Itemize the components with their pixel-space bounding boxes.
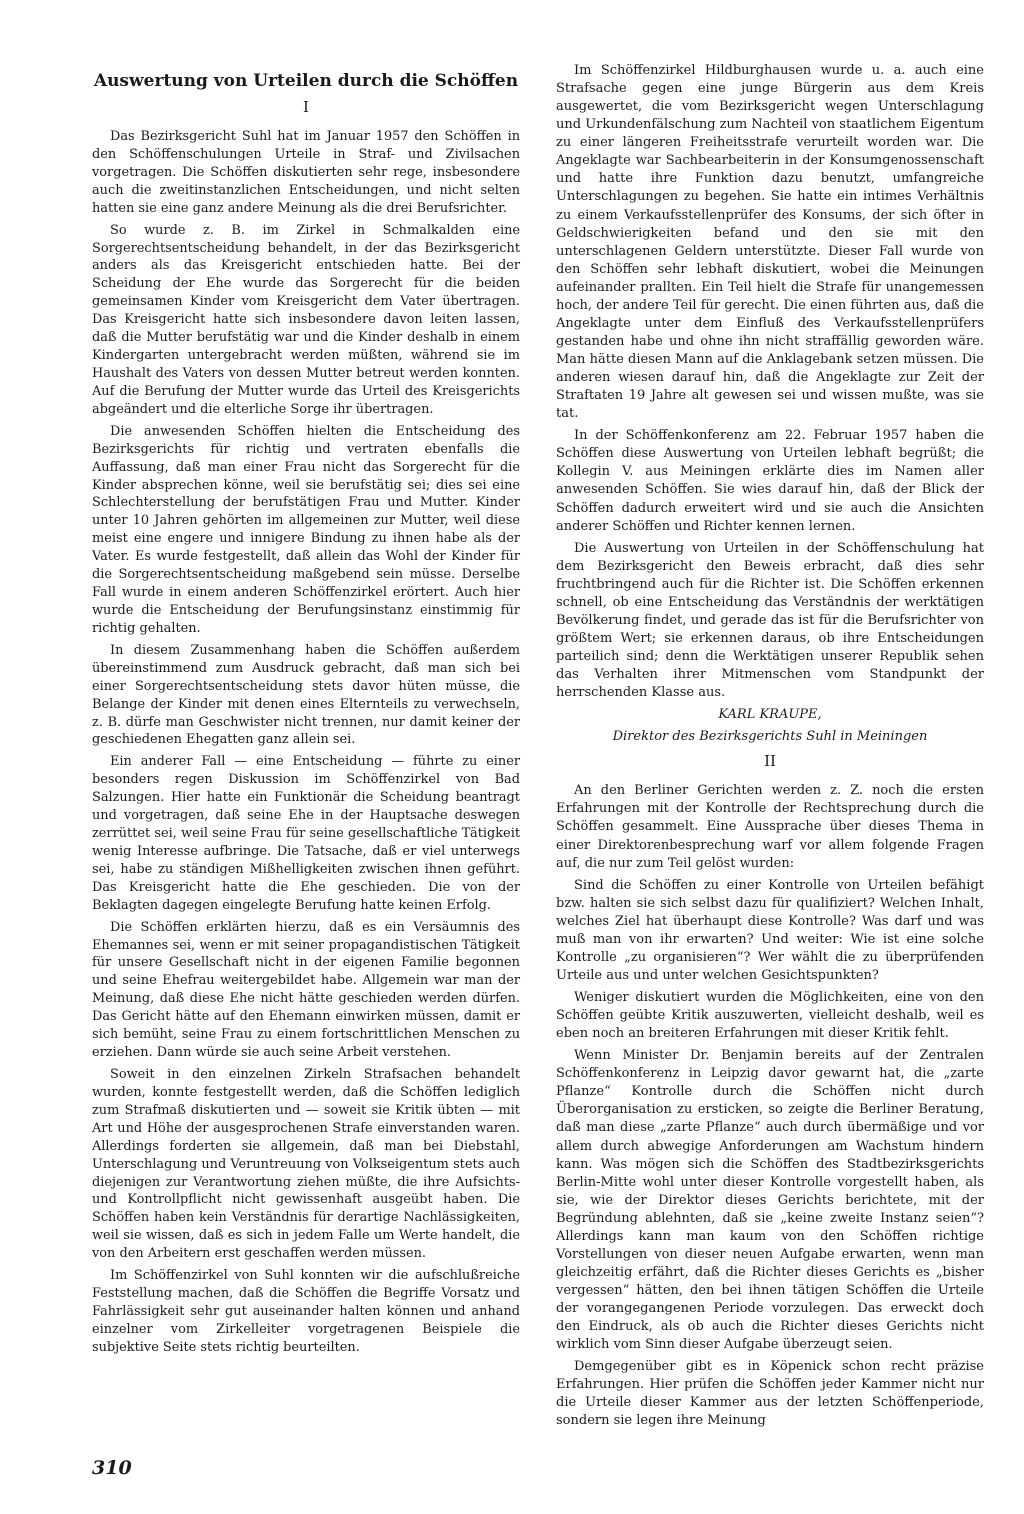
paragraph: In der Schöffenkonferenz am 22. Februar 1957 haben die Schöffen diese Auswertung von Urteilen lebhaft begrüßt; die Kollegin V. aus Meiningen erklärte dies im Namen aller anwesenden Schöffen. Sie wies darauf hin, daß der Blick der Schöffen dadurch erweitert wird und sie auch die Ansichten anderer Schöffen und Richter kennen lernen. [556,428,984,534]
paragraph: Im Schöffenzirkel Hildburghausen wurde u. a. auch eine Strafsache gegen eine junge Bürgerin aus dem Kreis ausgewertet, die vom Bezirksgericht wegen Unterschlagung und Urkundenfälschung zum Nachteil von staatlichem Eigentum zu einer längeren Freiheitsstrafe verurteilt worden war. Die Angeklagte war Sachbearbeiterin in der Konsumgenossenschaft und hatte ihre Funktion dazu benutzt, umfangreiche Unterschlagungen zu begehen. Sie hatte ein intimes Verhältnis zu einem Verkaufsstellenprüfer des Konsums, der sich öfter in Geldschwierigkeiten befand und den sie mit den unterschlagenen Geldern unterstützte. Dieser Fall wurde von den Schöffen sehr lebhaft diskutiert, wobei die Meinungen aufeinander prallten. Ein Teil hielt die Strafe für unangemessen hoch, der andere Teil für gerecht. Die einen führten aus, daß die Angeklagte unter dem Einfluß des Verkaufsstellenprüfers gestanden habe und ohne ihn nicht straffällig geworden wäre. Man hätte diesen Mann auf die Anklagebank setzen müssen. Die anderen wiesen darauf hin, daß die Angeklagte zur Zeit der Straftaten 19 Jahre alt gewesen sei und wissen mußte, was sie tat. [556,63,984,422]
paragraph: An den Berliner Gerichten werden z. Z. noch die ersten Erfahrungen mit der Kontrolle der Rechtsprechung durch die Schöffen gesammelt. Eine Aussprache über dieses Thema in einer Direktorenbesprechung warf vor allem folgende Fragen auf, die nur zum Teil gelöst wurden: [556,783,984,871]
author-name: KARL KRAUPE, [718,707,822,723]
paragraph: Soweit in den einzelnen Zirkeln Strafsachen behandelt wurden, konnte festgestellt werden, daß die Schöffen lediglich zum Strafmaß diskutierten und — soweit sie Kritik übten — mit Art und Höhe der ausgesprochenen Strafe einverstanden waren. Allerdings forderten sie allgemein, daß man bei Diebstahl, Unterschlagung und Veruntreuung von Volkseigentum stets auch diejenigen zur Verantwortung ziehen müßte, die ihre Aufsichts- und Kontrollpflicht nicht gewissenhaft ausgeübt haben. Die Schöffen haben kein Verständnis für derartige Nachlässigkeiten, weil sie wissen, daß es sich in jedem Falle um Werte handelt, die von den Arbeitern erst geschaffen werden müssen. [92,1067,520,1262]
section-number-1: I [303,98,309,116]
page-number: 310 [92,1457,132,1479]
right-column [556,62,984,1435]
paragraph: Ein anderer Fall — eine Entscheidung — führte zu einer besonders regen Diskussion im Schöffenzirkel von Bad Salzungen. Hier hatte ein Funktionär die Scheidung beantragt und vorgetragen, daß seine Ehe in der Hauptsache deswegen zerrüttet sei, weil seine Frau für seine gesellschaftliche Tätigkeit wenig Interesse aufbringe. Die Tatsache, daß er viel unterwegs sei, habe zu ständigen Mißhelligkeiten zwischen ihnen geführt. Das Kreisgericht hatte die Ehe geschieden. Die von der Beklagten dagegen eingelegte Berufung hatte keinen Erfolg. [92,754,520,913]
paragraph: Sind die Schöffen zu einer Kontrolle von Urteilen befähigt bzw. halten sie sich selbst dazu für qualifiziert? Welchen Inhalt, welches Ziel hat überhaupt diese Kontrolle? Was darf und was muß man von ihr erwarten? Und weiter: Wie ist eine solche Kontrolle „zu organisieren“? Wer wählt die zu überprüfenden Urteile aus und unter welchen Gesichtspunkten? [556,877,984,983]
paragraph: Demgegenüber gibt es in Köpenick schon recht präzise Erfahrungen. Hier prüfen die Schöffen jeder Kammer nicht nur die Urteile dieser Kammer aus der letzten Schöffenperiode, sondern sie legen ihre Meinung [556,1359,984,1429]
author-title: Direktor des Bezirksgerichts Suhl in Meiningen [612,729,928,745]
paragraph: In diesem Zusammenhang haben die Schöffen außerdem übereinstimmend zum Ausdruck gebracht, daß man sich bei einer Sorgerechtsentscheidung stets davor hüten müsse, die Belange der Kinder mit denen eines Elternteils zu verwechseln, z. B. dürfe man Geschwister nicht trennen, nur damit keiner der geschiedenen Ehegatten ganz allein sei. [92,642,520,748]
paragraph: Im Schöffenzirkel von Suhl konnten wir die aufschlußreiche Feststellung machen, daß die Schöffen die Begriffe Vorsatz und Fahrlässigkeit sehr gut auseinander halten können und anhand einzelner vom Zirkelleiter vorgetragenen Beispiele die subjektive Seite stets richtig beurteilten. [92,1268,520,1355]
paragraph: Die anwesenden Schöffen hielten die Entscheidung des Bezirksgerichts für richtig und vertraten ebenfalls die Auffassung, daß man einer Frau nicht das Sorgerecht für die Kinder absprechen könne, weil sie berufstätig sei; dies sei eine Schlechterstellung der berufstätigen Frau und Mutter. Kinder unter 10 Jahren gehörten im allgemeinen zur Mutter, weil diese meist eine engere und innigere Bindung zu ihnen habe als der Vater. Es wurde festgestellt, daß allein das Wohl der Kinder für die Sorgerechtsentscheidung maßgebend sein müsse. Derselbe Fall wurde in einem anderen Schöffenzirkel erörtert. Auch hier wurde die Entscheidung der Berufungsinstanz einstimmig für richtig gehalten. [92,423,520,636]
paragraph: Wenn Minister Dr. Benjamin bereits auf der Zentralen Schöffenkonferenz in Leipzig davor gewarnt hat, die „zarte Pflanze“ Kontrolle durch die Schöffen nicht durch Überorganisation zu ersticken, so zeigte die Berliner Beratung, daß man diese „zarte Pflanze“ auch durch übermäßige und vor allem durch abwegige Anforderungen am Wachstum hindern kann. Was mögen sich die Schöffen des Stadtbezirksgerichts Berlin-Mitte wohl unter dieser Kontrolle vorgestellt haben, als sie, wie der Direktor dieses Gerichts berichtete, mit der Begründung ablehnten, daß sie „keine zweite Instanz seien“? Allerdings kann man kaum von den Schöffen richtige Vorstellungen von dieser neuen Aufgabe erwarten, wenn man gleichzeitig erfährt, daß die Richter dieses Gerichts es „bisher vergessen“ hätten, den bei ihnen tätigen Schöffen die Urteile der vorangegangenen Periode vorzulegen. Das erweckt doch den Eindruck, als ob auch die Richter dieses Gerichts nicht wirklich vom Sinn dieser Aufgabe überzeugt seien. [556,1048,984,1353]
paragraph: So wurde z. B. im Zirkel in Schmalkalden eine Sorgerechtsentscheidung behandelt, in der das Bezirksgericht anders als das Kreisgericht entschieden hatte. Bei der Scheidung der Ehe wurde das Sorgerecht für die beiden gemeinsamen Kinder vom Kreisgericht dem Vater übertragen. Das Kreisgericht hatte sich insbesondere davon leiten lassen, daß die Mutter berufstätig war und die Kinder deshalb in einem Kindergarten untergebracht werden müßten, während sie im Haushalt des Vaters von dessen Mutter betreut werden konnten. Auf die Berufung der Mutter wurde das Urteil des Kreisgerichts abgeändert und die elterliche Sorge ihr übertragen. [92,222,520,417]
paragraph: Die Schöffen erklärten hierzu, daß es ein Versäumnis des Ehemannes sei, wenn er mit seiner propagandistischen Tätigkeit für unsere Gesellschaft nicht in der eigenen Familie begonnen und seine Ehefrau weitergebildet habe. Allgemein war man der Meinung, daß diese Ehe nicht hätte geschieden werden dürfen. Das Gericht hätte auf den Ehemann einwirken müssen, damit er sich bemüht, seine Frau zu einem fortschrittlichen Menschen zu erziehen. Dann würde sie auch seine Arbeit verstehen. [92,919,520,1061]
paragraph: Das Bezirksgericht Suhl hat im Januar 1957 den Schöffen in den Schöffenschulungen Urteile in Straf- und Zivilsachen vorgetragen. Die Schöffen diskutierten sehr rege, insbesondere auch die zweitinstanzlichen Entscheidungen, und nicht selten hatten sie eine ganz andere Meinung als die drei Berufsrichter. [92,129,520,216]
paragraph: Die Auswertung von Urteilen in der Schöffenschulung hat dem Bezirksgericht den Beweis erbracht, daß dies sehr fruchtbringend auch für die Richter ist. Die Schöffen erkennen schnell, ob eine Entscheidung das Verständnis der werktätigen Bevölkerung findet, und gerade das ist für die Berufsrichter von größtem Wert; sie erkennen daraus, ob ihre Entscheidungen parteilich sind; denn die Werktätigen unserer Republik sehen das Verhalten ihrer Mitmenschen vom Standpunkt der herrschenden Klasse aus. [556,540,984,701]
left-column [92,62,520,1361]
article-title: Auswertung von Urteilen durch die Schöffen [93,71,519,91]
section-number-2: II [764,752,776,771]
paragraph: Weniger diskutiert wurden die Möglichkeiten, eine von den Schöffen geübte Kritik auszuwerten, vielleicht deshalb, weil es eben noch an breiteren Erfahrungen mit dieser Kritik fehlt. [556,990,984,1042]
